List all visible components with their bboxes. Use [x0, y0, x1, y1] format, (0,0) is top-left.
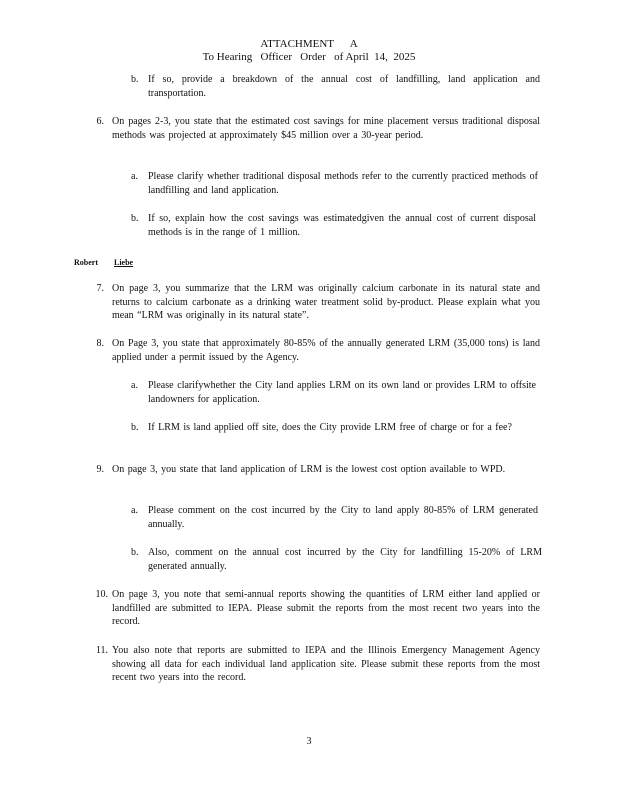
speaker-last-name: Liebe [114, 258, 134, 267]
question-5b: If so, provide a breakdown of the annual cost of landfilling, land application and transportation. [148, 74, 540, 99]
question-8b: If LRM is land applied off site, does the City provide LRM free of charge or for a fee? [148, 422, 512, 433]
item-marker: b. [131, 74, 139, 85]
item-marker: b. [131, 547, 139, 558]
question-6a: Please clarify whether traditional disposal methods refer to the currently practiced methods of landfilling and land application. [148, 171, 538, 196]
item-marker: b. [131, 213, 139, 224]
question-8: On Page 3, you state that approximately 80-85% of the annually generated LRM (35,000 tons) is land applied under a permit issued by the Agency. [112, 338, 540, 363]
item-number: 9. [96, 464, 104, 475]
item-number: 6. [96, 116, 104, 127]
attachment-heading: ATTACHMENT A [260, 38, 358, 50]
item-number: 11. [95, 645, 108, 656]
item-number: 8. [96, 338, 104, 349]
question-6: On pages 2-3, you state that the estimated cost savings for mine placement versus traditional disposal methods was projected at approximately $45 million over a 30-year period. [112, 116, 540, 141]
item-marker: b. [131, 422, 139, 433]
item-number: 10. [95, 589, 108, 600]
page-number: 3 [306, 736, 312, 747]
question-6b: If so, explain how the cost savings was estimatedgiven the annual cost of current disposal methods is in the range of 1 million. [148, 213, 536, 238]
order-reference: To Hearing Officer Order of April 14, 2025 [202, 51, 416, 63]
question-9a: Please comment on the cost incurred by the City to land apply 80-85% of LRM generated annually. [148, 505, 538, 530]
item-marker: a. [131, 505, 138, 516]
item-marker: a. [131, 171, 138, 182]
question-9: On page 3, you state that land application of LRM is the lowest cost option available to WPD. [112, 464, 506, 475]
speaker-first-name: Robert [74, 258, 98, 267]
speaker-label [74, 258, 147, 268]
question-11: You also note that reports are submitted to IEPA and the Illinois Emergency Management Agency showing all data for each individual land application site. Please submit these reports from the most recent two years into the record. [112, 645, 540, 684]
item-marker: a. [131, 380, 138, 391]
question-10: On page 3, you note that semi-annual reports showing the quantities of LRM either land applied or landfilled are submitted to IEPA. Please submit the reports from the most recent two years into the record. [112, 589, 540, 628]
question-8a: Please clarifywhether the City land applies LRM on its own land or provides LRM to offsite landowners for application. [148, 380, 536, 405]
question-9b: Also, comment on the annual cost incurred by the City for landfilling 15-20% of LRM generated annually. [148, 547, 542, 572]
item-number: 7. [96, 283, 104, 294]
question-7: On page 3, you summarize that the LRM was originally calcium carbonate in its natural state and returns to calcium carbonate as a drinking water treatment solid by-product. Please explain what you mean “LRM was originally in its natural state”. [112, 283, 540, 322]
